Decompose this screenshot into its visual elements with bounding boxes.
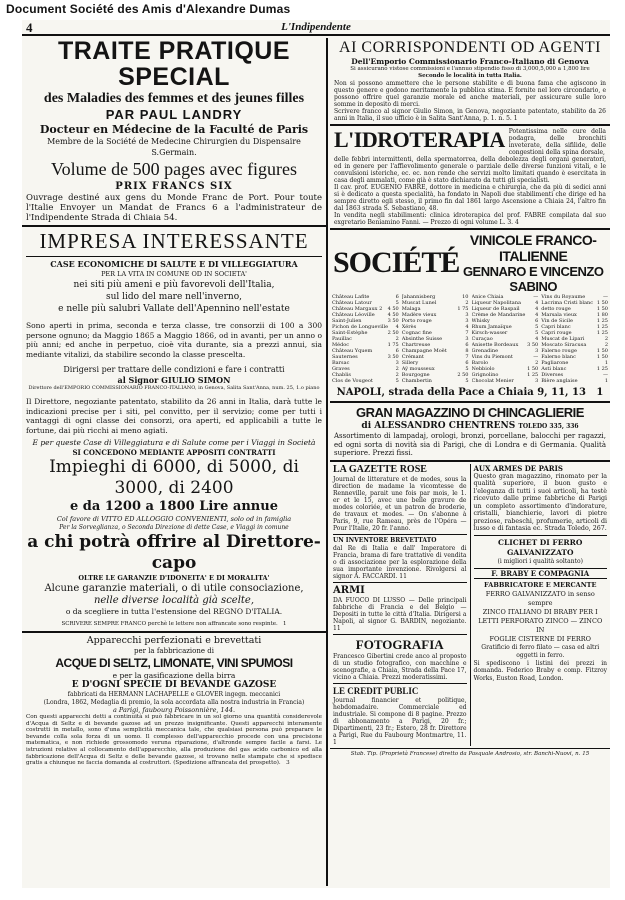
inventore-title: UN INVENTORE BREVETTATO [333, 536, 437, 544]
wine-price: 1 25 [596, 330, 608, 336]
wine-price: 7 [465, 330, 469, 336]
wine-price: 1 50 [596, 306, 608, 312]
traite-degree: Docteur en Médecine de la Faculté de Paris [39, 123, 309, 136]
wine-name: Nebbiolo [471, 366, 495, 372]
wine-name: Kirsch-wasser [471, 330, 508, 336]
societe-name2: GENNARO E VINCENZO SABINO [462, 264, 604, 294]
newspaper-title: L'Indipendente [281, 21, 351, 33]
wine-name: Absinthe Suisse [401, 336, 443, 342]
wine-item [541, 378, 608, 384]
wine-price: 5 [465, 366, 469, 372]
wine-name: Cognac fine [401, 330, 432, 336]
credit-ad [333, 686, 467, 746]
wine-name: Château Lafite [332, 294, 370, 300]
apparecchi-line8: a Parigi, faubourg Poissonnière, 144. [112, 706, 236, 714]
wine-name: Lacrima Cristi blanc [541, 300, 594, 306]
wine-price: 2 [395, 372, 399, 378]
clichet-line3: LETTI PERFORATO ZINCO — ZINCO IN [478, 616, 603, 634]
wine-name: Asti blanc [541, 366, 567, 372]
wine-price: 2 [395, 336, 399, 342]
wine-price: 1 75 [387, 342, 399, 348]
wine-price: 4 [465, 324, 469, 330]
impresa-dirigersi: Dirigersi per trattare delle condizioni e fare i contratti [63, 365, 285, 374]
traite-price: PRIX FRANCS SIX [115, 181, 233, 192]
aux-armes-ad [474, 464, 608, 533]
gran-body: Assortimento di lampadaj, orologi, bronzi, porcellane, balocchi per ragazzi, ed ogni sorta di novità sia di Parigi, che di Londra e di Germania. Qualità superiore. Prezzi fissi. [334, 432, 606, 457]
aux-armes-body: Questo gran magazzino, rinomato per la qualità superiore, il buon gusto e l'eleganza di tutti i suoi articoli, ha testè ricevuto dalle prime fabbriche di Parigi un completo assortimento d'indorature, cristalli, bianchierie, lavori di pietre preziose, rabeschi, profumerie, articoli di lusso e di fantasia ec. Strada Toledo, 267. [473, 472, 607, 532]
corr-line2: Secondo le località in tutta Italia. [418, 73, 522, 79]
wine-price: 3 50 [527, 342, 539, 348]
aux-armes-title: AUX ARMES DE PARIS [473, 463, 563, 473]
impresa-line3: e nelle più salubri Vallate dell'Apennino nell'estate [58, 304, 290, 314]
foto-title: FOTOGRAFIA [355, 636, 444, 652]
wine-name: Capri rouge [541, 330, 572, 336]
impresa-title: IMPRESA INTERESSANTE [39, 229, 309, 253]
impresa-oltre: OLTRE LE GARANZIE D'IDONEITA' E DI MORALITA' [78, 574, 270, 582]
armi-body: DA FUOCO DI LUSSO — Delle principali fabbriche di Francia e del Belgio — Depositi in tutte le città d'Italia. Dirigersi a Napoli, al signor G. BARDIN, negoziante. 11 [333, 596, 467, 632]
apparecchi-line5: E D'OGNI SPECIE DI BEVANDE GAZOSE [71, 680, 277, 690]
wine-name: Château Margaux 2 [332, 306, 383, 312]
societe-title: SOCIÉTÉ [333, 246, 460, 279]
wine-item [402, 378, 469, 384]
wine-price: 6 [465, 342, 469, 348]
impresa-alcune: Alcune garanzie materiali, o di utile consociazione, [44, 583, 304, 594]
wine-price: 1 75 [457, 306, 469, 312]
traite-ad [22, 38, 326, 223]
wine-price: 6 [395, 294, 399, 300]
wine-price: 4 [535, 312, 539, 318]
fotografia-ad [333, 637, 467, 681]
wine-name: detto rouge [541, 306, 571, 312]
foto-body: Francesco Gibertini crede anco al proposto di un studio fotografico, con macchine e scenografie, a Chiaia, Strada della Pace 17, vicino a Chiaia. Prezzi moderatissimi. [333, 652, 467, 681]
wine-name: Château Latour [332, 300, 372, 306]
societe-ad [330, 232, 610, 399]
impresa-sorveglianza: Per la Sorveglianza, o Seconda Direzione di dette Case, e Viaggi in comune [59, 524, 289, 531]
wine-name: Crémant [401, 354, 424, 360]
wine-name: Rhum Jamaïque [471, 324, 512, 330]
wine-name: Pauillac [332, 336, 352, 342]
wine-name: Chocolat Menier [471, 378, 514, 384]
wine-name: Champagne Moët [401, 348, 447, 354]
wine-name: Jahannisberg [401, 294, 436, 300]
impresa-queste: E per queste Case di Villeggiatura e di Salute come per i Viaggi in Società [32, 438, 316, 447]
wine-name: Barsac [332, 360, 350, 366]
wine-name: Pagliarone [541, 360, 569, 366]
corr-body: Non si possono ammettere che le persone stabilite e di buona fama che agiscono in questo genere e godono meritamente la pubblica stima. E fornite nel loro circondario, e possono offrire quel garanzie morale ed anche materiali, per assicurare sulle loro somme in deposito di merci. [334, 80, 606, 108]
credit-body: Journal financier et politique, hebdomadaire. Commerciale ed industriale. Si compone di 8 pagine. Prezzo di abbonamento a Parigi, 20 fr.; Dipartimenti, 23 fr.; Estero, 28 fr. Direttore a Parigi, Rue du Faubourg Montmartre, 11. 1 [333, 696, 467, 746]
clichet-line2: ZINCO ITALIANO DI BRABY PER I [482, 607, 598, 616]
apparecchi-line3: ACQUE DI SELTZ, LIMONATE, VINI SPUMOSI [55, 656, 293, 670]
wine-price: 2 [395, 366, 399, 372]
clichet-firm-sub: FABBRICATORE E MERCANTE [484, 580, 597, 589]
gran-name: di ALESSANDRO CHENTRENS TOLEDO 335, 336 [361, 421, 579, 431]
wine-name: Muscat Lunel [401, 300, 437, 306]
wine-price: 8 [465, 348, 469, 354]
wine-price: 1 80 [596, 312, 608, 318]
traite-subtitle: des Maladies des femmes et des jeunes filles [43, 91, 305, 106]
wine-price: 3 50 [387, 318, 399, 324]
wine-name: Vins du Piemont [471, 354, 513, 360]
wine-name: Crème de Mandarine [471, 312, 526, 318]
corr-scrivere: Scrivere franco al signor Giulio Simon, in Genova, negoziante patentato, stabilito da 26 anni in Italia, il suo ufficio è in Salita Sant'Anna, p. 1. n. 5. 1 [334, 108, 606, 122]
wine-price: 2 [465, 300, 469, 306]
impresa-comune: PER LA VITA IN COMUNE OD IN SOCIETA' [101, 270, 247, 278]
wine-price: 2 50 [457, 372, 469, 378]
wine-name: Curaçao [471, 336, 493, 342]
traite-body: Ouvrage destiné aux gens du Monde Franc de Port. Pour toute l'Italie Envoyer un Mandat de Francs 6 a l'administrateur de l'Indipendente Strada di Chiaia 54. [26, 193, 322, 223]
traite-title: TRAITE PRATIQUE SPECIAL [57, 38, 291, 91]
wine-name: Capri blanc [541, 324, 571, 330]
armi-ad [333, 585, 467, 632]
apparecchi-line4: e per la gasificazione della birra [112, 671, 236, 680]
apparecchi-line6: fabbricati da HERMANN LACHAPELLE e GLOVER ingegn. meccanici [67, 691, 281, 698]
wine-item [332, 378, 399, 384]
idro-intro: Potentissima nelle cure della podagra, delle bronchiti inveterate, della sifilide, delle congestioni della spina dorsale, [508, 128, 606, 156]
apparecchi-body: Con questi apparecchi detti a continuità si può fabbricare in un sol giorno una quantità considerevole d'Acqua di Seltz e di bevande gazose ad un prezzo insignificante. Questi apparecchi interamente costrutti in metallo, sono d'una semplicità meccanica tale, che qualsiasi persona può preparare le bevande colla sola forza di un uomo. Il complesso dell'apparecchio procede con una precisione matematica, e non richiede grossomodo veruna riparazione, d'altronde sempre facile a farsi. Le istruzioni relative al collocamento dell'apparecchio, alla produzione del gas acido carbonico ed alla fabbricazione dell'Acqua di Seltz e delle bevande gazose, si trovano nelle stampate che si spedisce gratis a chiunque ne faccia domanda al costruttori. (Spedizione affrancata del prospetto). 3 [26, 714, 322, 767]
wine-name: Pichon de Longueville [332, 324, 389, 330]
wine-price: 4 [535, 306, 539, 312]
wine-name: Diverses [541, 372, 564, 378]
wine-price: 3 [465, 318, 469, 324]
wine-name: Chablis [332, 372, 351, 378]
impresa-case: CASE ECONOMICHE DI SALUTE E DI VILLEGGIATURA [50, 259, 298, 269]
wine-name: Château Yquem [332, 348, 373, 354]
corrispondenti-ad [330, 38, 610, 122]
wine-name: Graves [332, 366, 350, 372]
traite-volume: Volume de 500 pages avec figures [50, 159, 298, 179]
wine-price: 5 [535, 324, 539, 330]
wine-price: 3 [535, 378, 539, 384]
impresa-body2: Il Direttore, negoziante patentato, stabilito da 26 anni in Italia, darà tutte le indicazioni precise per i siti, pel convitto, per il servizio; come per tutti i vantaggi di ogni classe dei consorzi, ora aperti, ed applicabili a tutte le fortune, dai più ricchi ai meno agiati. [26, 397, 322, 435]
wine-name: Sillery [401, 360, 419, 366]
idroterapia-ad [330, 128, 610, 226]
wine-name: Anisette Bordeaux [471, 342, 519, 348]
wine-name: Anice Chiaia [471, 294, 504, 300]
apparecchi-line2: per la fabbricazione di [134, 647, 214, 655]
wine-price: 5 [395, 378, 399, 384]
impresa-scegliere: o da scegliere in tutta l'estensione del REGNO D'ITALIA. [65, 607, 283, 616]
corr-line1: Si assicurano vistose commissioni e l'annuo stipendio fisso di 3,000,5,000 a 1,800 lire [350, 66, 590, 72]
societe-name1: VINICOLE FRANCO-ITALIENNE [469, 232, 597, 264]
wine-price: 1 50 [596, 300, 608, 306]
idro-title: L'IDROTERAPIA [334, 127, 505, 152]
wine-price: 10 [462, 294, 469, 300]
wine-name: Liqueur Napolitana [471, 300, 521, 306]
clichet-line1: FERRO GALVANIZZATO in senso sempre [485, 589, 595, 607]
wine-price-list [330, 294, 610, 384]
societe-address: NAPOLI, strada della Pace a Chiaia 9, 11, 13 1 [336, 387, 604, 398]
wine-price: 5 [465, 378, 469, 384]
impresa-favore: Col favore di VITTO ED ALLOGGIO CONVENIENTI, solo od in famiglia [56, 515, 292, 523]
clichet-sub: (i migliori i qualità soltanto) [497, 557, 583, 565]
gran-title: GRAN MAGAZZINO DI CHINCAGLIERIE [356, 405, 584, 420]
left-column [22, 38, 328, 886]
wine-name: Aÿ mousseux [401, 366, 435, 372]
wine-price: — [603, 372, 608, 378]
wine-price: 2 [604, 336, 608, 342]
wine-price: 3 [535, 348, 539, 354]
corr-sub: Dell'Emporio Commissionario Franco-Italiano di Genova [351, 57, 589, 66]
wine-name: Clos de Vougeot [332, 378, 373, 384]
wine-name: Xérès [401, 324, 417, 330]
wine-price: 3 [465, 336, 469, 342]
wine-price: 2 [604, 342, 608, 348]
wine-name: Vin de Sicile [541, 318, 573, 324]
wine-price: 1 [604, 360, 608, 366]
apparecchi-ad [22, 635, 326, 767]
newspaper-page [22, 20, 610, 888]
wine-price: 5 [395, 300, 399, 306]
wine-name: Marsala vieux [541, 312, 577, 318]
credit-title: LE CREDIT PUBLIC [333, 685, 419, 696]
wine-price: 4 [395, 324, 399, 330]
impresa-body: Sono aperti in prima, seconda e terza classe, tre consorzii di 100 a 300 persone ognuno; da Maggio 1865 a Maggio 1866, od in avanti, per un anno o più anni; ed anche in perpetuo, cioè vita durante, sia a prezzi annui, sia mediante vitalizi, da stabilire secondo la classe prescelta. [26, 321, 322, 359]
inventore-ad [333, 537, 467, 580]
right-column [330, 38, 610, 886]
document-title-bar: Document Société des Amis d'Alexandre Dumas [0, 0, 625, 18]
impresa-nelle: nelle diverse località già scelte, [93, 595, 255, 606]
page-number: 4 [26, 20, 33, 35]
wine-price: 4 50 [387, 306, 399, 312]
impresa-line2: sul lido del mare nell'inverno, [106, 292, 242, 302]
wine-name: Bourgogne [401, 372, 430, 378]
newspaper-header [22, 20, 610, 36]
wine-name: Moscato Siracusa [541, 342, 587, 348]
wine-name: Whisky [471, 318, 490, 324]
printer-footer: Stab. Tip. (Proprietà Francese) diretto da Pasquale Androsio, str. Banchi-Nuovi, n. 15 [350, 750, 590, 757]
wine-price: 1 50 [596, 354, 608, 360]
wine-name: Grignolino [471, 372, 499, 378]
wine-name: Liqueur de Raspail [471, 306, 520, 312]
wine-price: 2 50 [387, 330, 399, 336]
inventore-body: dal Re di Italia e dall' Imperatore di Francia, brama di fare trattative di vendita o di associazione per la esplorazione della sua importante invenzione. Rivolgersi al signor A. FACCARDI. 11 [333, 544, 467, 580]
clichet-line5: Gratificio di ferro filato — casa ed altri oggetti in ferro. [481, 643, 600, 659]
wine-price: — [603, 294, 608, 300]
impresa-ad [22, 229, 326, 629]
wine-name: Falerno blanc [541, 354, 576, 360]
clichet-title: CLICHET DI FERRO GALVANIZZATO [498, 537, 583, 557]
wine-name: Muscat de Lipari [541, 336, 585, 342]
impresa-direttore: Direttore dell'EMPORIO COMMISSIONARIO FRANCO-ITALIANO, in Genova, Salita Sant'Anna, num. 25, 1.o piano [28, 385, 320, 391]
wine-price: 2 [535, 360, 539, 366]
wine-price: — [533, 354, 539, 360]
wine-name: Grenadine [471, 348, 499, 354]
wine-price: — [533, 294, 539, 300]
wine-price: 6 [395, 348, 399, 354]
wine-price: 3 [465, 312, 469, 318]
wine-name: Sauternes [332, 354, 358, 360]
idro-body: delle febbri intermittenti, della spermatorrea, della debolezza degli organi generatori, ed in genere per l'affievolimento generale o parziale delle diverse funzioni vitali, e le convulsioni isteriche, ec. ec. non rende che servizi molto limitati quando è esercitata in casa degli ammalati, come già è stato dichiarato da tutti gli specialisti. [334, 156, 606, 184]
wine-name: Saint-Julien [332, 318, 362, 324]
wine-name: Malaga [401, 306, 421, 312]
wine-name: Barolo [471, 360, 489, 366]
idro-body3: In vendita negli stabilimenti: clinica idroterapica del prof. FABRE compilata dal suo exgretario Beniamino Fanni. — Prezzo di ogni volume L. 3. 4 [334, 212, 606, 226]
impresa-lire: e da 1200 a 1800 Lire annue [70, 499, 278, 514]
gran-magazzino-ad [330, 405, 610, 458]
impresa-impieghi: Impieghi di 6000, di 5000, di 3000, di 2400 [49, 457, 299, 498]
clichet-firm: F. BRABY E COMPAGNIA [474, 568, 608, 579]
wine-name: Chambertin [401, 378, 432, 384]
wine-price: 1 50 [596, 348, 608, 354]
impresa-a-chi: a chi potrà offrire al Direttore-capo [27, 532, 321, 573]
traite-member: Membre de la Société de Medecine Chirurgien du Dispensaire S.Germain. [47, 137, 301, 157]
impresa-signor: al Signor GIULIO SIMON [117, 375, 231, 385]
impresa-line1: nei siti più ameni e più favorevoli dell'Italia, [73, 280, 275, 290]
wine-price: 5 [535, 330, 539, 336]
apparecchi-line7: (Londra, 1862, Medaglia di premio, la sola accordata alla nostra industria in Francia) [43, 698, 305, 706]
wine-price: 1 25 [527, 372, 539, 378]
traite-author: PAR PAUL LANDRY [105, 107, 243, 122]
wine-price: 1 25 [596, 318, 608, 324]
apparecchi-line1: Apparecchi perfezionati e brevettati [86, 635, 262, 646]
armi-title: ARMI [333, 584, 365, 596]
clichet-line6: Si spediscono i listini dei prezzi in domanda. Federico Braby e comp. Fitzroy Works, Euston Road, London. [473, 659, 607, 682]
wine-item [472, 378, 539, 384]
wine-price: 6 [465, 360, 469, 366]
clichet-ad [474, 538, 608, 683]
wine-name: Porto rouge [401, 318, 432, 324]
impresa-concedono: SI CONCEDONO MEDIANTE APPOSITI CONTRATTI [72, 448, 276, 457]
wine-price: 7 [465, 354, 469, 360]
wine-price: 3 50 [387, 354, 399, 360]
wine-name: Médoc [332, 342, 350, 348]
gazette-body: Journal de litterature et de modes, sous la direction de madame la vicomtesse de Renneville, parait une fois par mois, le 1. er et le 15, avec une belle gravure de modes coloriée, et un patron de broderie, de travaux et modes. — On s'abonne à Paris, 9, rue Rameau, près de l'Opéra — Pour l'Italie, 20 fr. l'anno. [333, 475, 467, 532]
wine-price: 3 [395, 360, 399, 366]
gazette-title: LA GAZETTE ROSE [333, 463, 427, 475]
corr-title: AI CORRISPONDENTI OD AGENTI [339, 39, 601, 56]
small-ads-row [330, 464, 610, 746]
wine-name: Bière anglaise [541, 378, 578, 384]
wine-name: Saint-Estèphe [332, 330, 368, 336]
idro-body2: Il cav. prof. EUGENIO FABRE, dottore in medicina e chirurgia, che da più di sedici anni si è dedicato a questa specialità, ha fondato in Napoli due stabilimenti che dirige ed ha sempre diretto egli stesso, il primo fin dal 1861 largo Ascensione a Chiaia 24, l'altro fin dal 1863 strada S. Sebastiano, 48. [334, 184, 606, 212]
wine-price: 4 [535, 336, 539, 342]
wine-price: 1 50 [527, 366, 539, 372]
clichet-line4: FOGLIE CISTERNE DI FERRO [489, 634, 591, 643]
gazette-ad [333, 464, 467, 532]
wine-price: 6 [535, 318, 539, 324]
wine-price: 1 25 [596, 366, 608, 372]
wine-price: 1 25 [596, 324, 608, 330]
wine-price: 4 [535, 300, 539, 306]
wine-name: Madère vieux [401, 312, 437, 318]
wine-name: Château Léoville [332, 312, 375, 318]
wine-name: Chartreuse [401, 342, 431, 348]
wine-name: Falerno rouge [541, 348, 577, 354]
wine-price: 1 [604, 378, 608, 384]
impresa-scrivere: SCRIVERE SEMPRE FRANCO perchè le lettere non affrancate sono respinte. 1 [61, 621, 287, 627]
wine-name: Vins du Royaume [541, 294, 586, 300]
wine-price: 4 50 [387, 312, 399, 318]
